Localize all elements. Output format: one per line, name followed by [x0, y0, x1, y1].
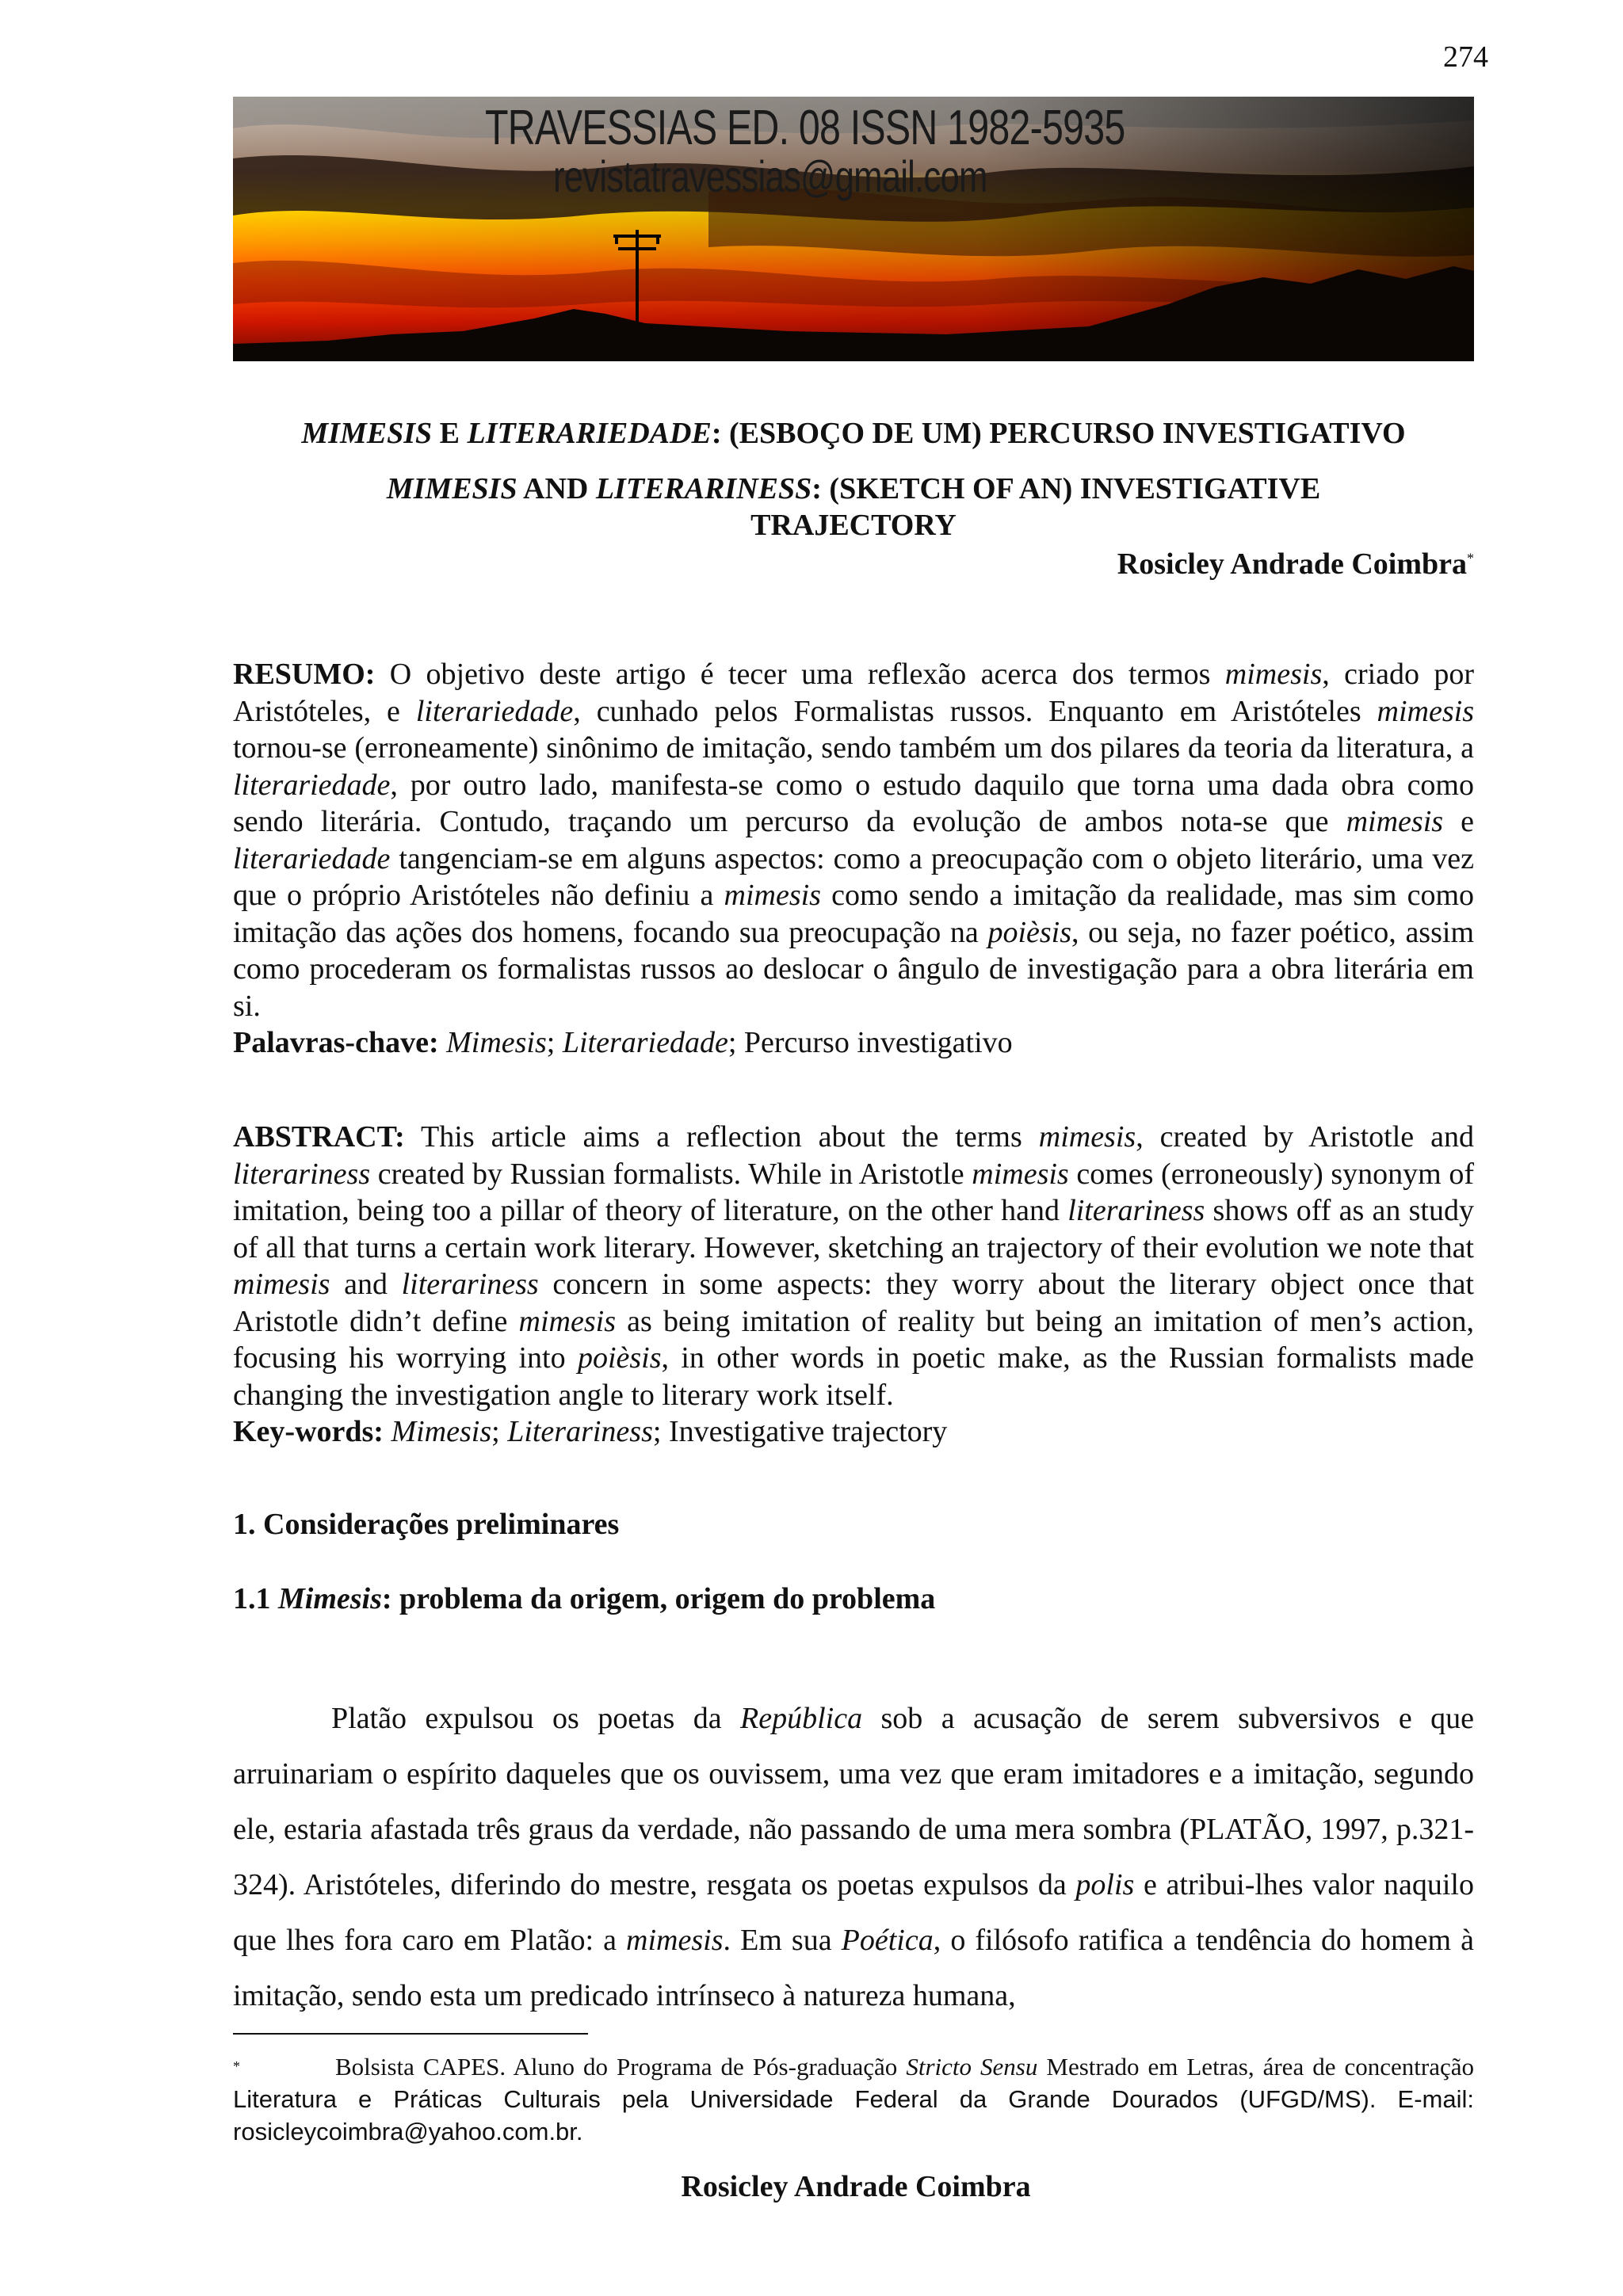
journal-banner [233, 97, 1474, 361]
section-heading-1-1: 1.1 Mimesis: problema da origem, origem do problema [233, 1582, 936, 1615]
title-english: MIMESIS AND LITERARINESS: (SKETCH OF AN) INVESTIGATIVE TRAJECTORY [386, 472, 1321, 542]
journal-email: revistatravessias@gmail.com [553, 151, 987, 201]
footnote-marker: * [1467, 550, 1474, 566]
author-name: Rosicley Andrade Coimbra* [1117, 547, 1474, 581]
journal-title: TRAVESSIAS ED. 08 ISSN 1982-5935 [485, 101, 1125, 155]
article-titles [233, 415, 1474, 543]
title-portuguese: MIMESIS E LITERARIEDADE: (ESBOÇO DE UM) PERCURSO INVESTIGATIVO [301, 417, 1406, 450]
section-heading-1: 1. Considerações preliminares [233, 1508, 620, 1541]
body-paragraph: Platão expulsou os poetas da República sob a acusação de serem subversivos e que arruinariam o espírito daqueles que os ouvissem, uma vez que eram imitadores e a imitação, segundo ele, estaria afastada três graus da verdade, não passando de uma mera sombra (PLATÃO, 1997, p.321-324). Aristóteles, diferindo do mestre, resgata os poetas expulsos da polis e atribui-lhes valor naquilo que lhes fora caro em Platão: a mimesis. Em sua Poética, o filósofo ratifica a tendência do homem à imitação, sendo esta um predicado intrínseco à natureza humana, [233, 1702, 1474, 2012]
page-number: 274 [1443, 40, 1488, 74]
resumo-text: RESUMO: O objetivo deste artigo é tecer uma reflexão acerca dos termos mimesis, criado por Aristóteles, e literariedade, cunhado pelos Formalistas russos. Enquanto em Aristóteles mimesis tornou-se (erroneamente) sinônimo de imitação, sendo também um dos pilares da teoria da literatura, a literariedade, por outro lado, manifesta-se como o estudo daquilo que torna uma dada obra como sendo literária. Contudo, traçando um percurso da evolução de ambos nota-se que mimesis e literariedade tangenciam-se em alguns aspectos: como a preocupação com o objeto literário, uma vez que o próprio Aristóteles não definiu a mimesis como sendo a imitação da realidade, mas sim como imitação das ações dos homens, focando sua preocupação na poièsis, ou seja, no fazer poético, assim como procederam os formalistas russos ao deslocar o ângulo de investigação para a obra literária em si. [233, 658, 1475, 1023]
abstract-keywords: Key-words: Mimesis; Literariness; Investigative trajectory [233, 1415, 948, 1448]
footnote-mark: * [233, 2058, 240, 2074]
footnote: * Bolsista CAPES. Aluno do Programa de Pós-graduação Stricto Sensu Mestrado em Letras, área de concentração Literatura e Práticas Culturais pela Universidade Federal da Grande Dourados (UFGD/MS). E-mail: rosicleycoimbra@yahoo.com.br. [233, 2053, 1474, 2145]
footnote-divider [233, 2033, 588, 2035]
footer-author: Rosicley Andrade Coimbra [681, 2170, 1031, 2203]
abstract [233, 1119, 1474, 1451]
resumo [233, 656, 1474, 1062]
abstract-text: ABSTRACT: This article aims a reflection about the terms mimesis, created by Aristotle and literariness created by Russian formalists. While in Aristotle mimesis comes (erroneously) synonym of imitation, being too a pillar of theory of literature, on the other hand literariness shows off as an study of all that turns a certain work literary. However, sketching an trajectory of their evolution we note that mimesis and literariness concern in some aspects: they worry about the literary object once that Aristotle didn’t define mimesis as being imitation of reality but being an imitation of men’s action, focusing his worrying into poièsis, in other words in poetic make, as the Russian formalists made changing the investigation angle to literary work itself. [233, 1120, 1475, 1412]
resumo-keywords: Palavras-chave: Mimesis; Literariedade; Percurso investigativo [233, 1026, 1013, 1059]
